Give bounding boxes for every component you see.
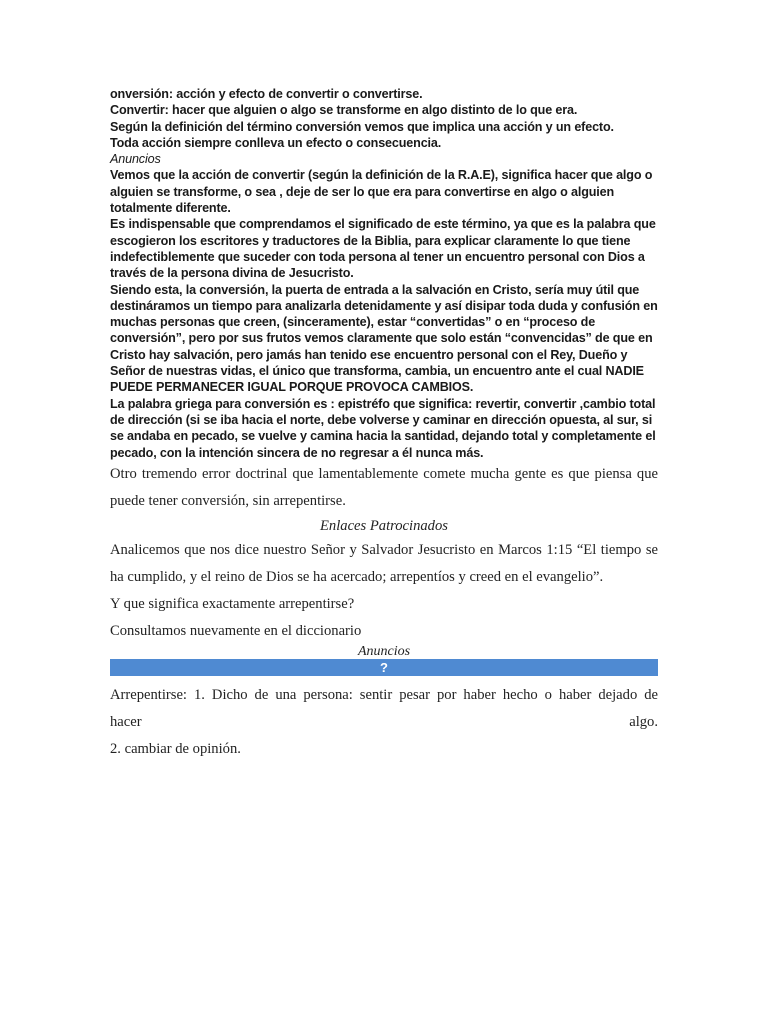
- definitions-block: [110, 86, 658, 461]
- definition-implication: Según la definición del término conversión vemos que implica una acción y un efecto.: [110, 119, 614, 134]
- arrepentirse-hacer: hacer: [110, 713, 142, 730]
- paragraph-consultamos: Consultamos nuevamente en el diccionario: [110, 622, 362, 639]
- paragraph-convertir-meaning: Vemos que la acción de convertir (según la definición de la R.A.E), significa hacer que algo o alguien se transforme, o sea , deje de ser lo que era para convertirse en algo o alguien totalmente diferente.: [110, 168, 653, 216]
- definition-convertir: Convertir: hacer que alguien o algo se transforme en algo distinto de lo que era.: [110, 103, 578, 118]
- paragraph-analicemos: Analicemos que nos dice nuestro Señor y Salvador Jesucristo en Marcos 1:15 “El tiempo se ha cumplido, y el reino de Dios se ha acercado; arrepentíos y creed en el evangelio”.: [110, 541, 658, 585]
- anuncios-label-bottom: Anuncios: [357, 643, 411, 659]
- definition-conversion: onversión: acción y efecto de convertir o convertirse.: [110, 87, 423, 101]
- arrepentirse-definition: [110, 682, 658, 763]
- definition-consequence: Toda acción siempre conlleva un efecto o consecuencia.: [110, 135, 442, 150]
- arrepentirse-algo: algo.: [629, 713, 658, 730]
- arrepentirse-line-1: Arrepentirse: 1. Dicho de una persona: sentir pesar por haber hecho o haber dejado de: [110, 686, 658, 703]
- paragraph-pregunta: Y que significa exactamente arrepentirse?: [110, 595, 355, 612]
- anuncios-label-top: Anuncios: [110, 152, 161, 167]
- paragraph-palabra-griega: La palabra griega para conversión es : epistréfo que significa: revertir, convertir ,cambio total de dirección (si se iba hacia el norte, debe volverse y caminar en dirección opuesta, al sur, si se andaba en pecado, se vuelve y camina hacia la santidad, dejando total y completamente el pecado, con la intención sincera de no regresar a él nunca más.: [110, 396, 656, 460]
- document-page: [110, 86, 658, 763]
- question-bar[interactable]: ?: [110, 659, 658, 676]
- serif-body: [110, 461, 658, 763]
- arrepentirse-line-2: [110, 709, 658, 736]
- paragraph-puerta-entrada: Siendo esta, la conversión, la puerta de entrada a la salvación en Cristo, sería muy útil que destináramos un tiempo para analizarla detenidamente y así disipar toda duda y confusión en muchas personas que creen, (sinceramente), estar “convertidas” o en “proceso de conversión”, pero por sus frutos vemos claramente que solo están “convencidas” de que en Cristo hay salvación, pero jamás han tenido ese encuentro personal con el Rey, Dueño y Señor de nuestras vidas, el único que transforma, cambia, un encuentro ante el cual NADIE PUEDE PERMANECER IGUAL PORQUE PROVOCA CAMBIOS.: [110, 282, 658, 395]
- paragraph-indispensable: Es indispensable que comprendamos el significado de este término, ya que es la palabra que escogieron los escritores y traductores de la Biblia, para explicar claramente lo que tiene indefectiblemente que suceder con toda persona al tener un encuentro personal con Dios a través de la persona divina de Jesucristo.: [110, 217, 656, 281]
- enlaces-patrocinados-link[interactable]: Enlaces Patrocinados: [320, 517, 448, 534]
- paragraph-otro-error: Otro tremendo error doctrinal que lamentablemente comete mucha gente es que piensa que puede tener conversión, sin arrepentirse.: [110, 465, 658, 509]
- arrepentirse-line-3: 2. cambiar de opinión.: [110, 740, 241, 757]
